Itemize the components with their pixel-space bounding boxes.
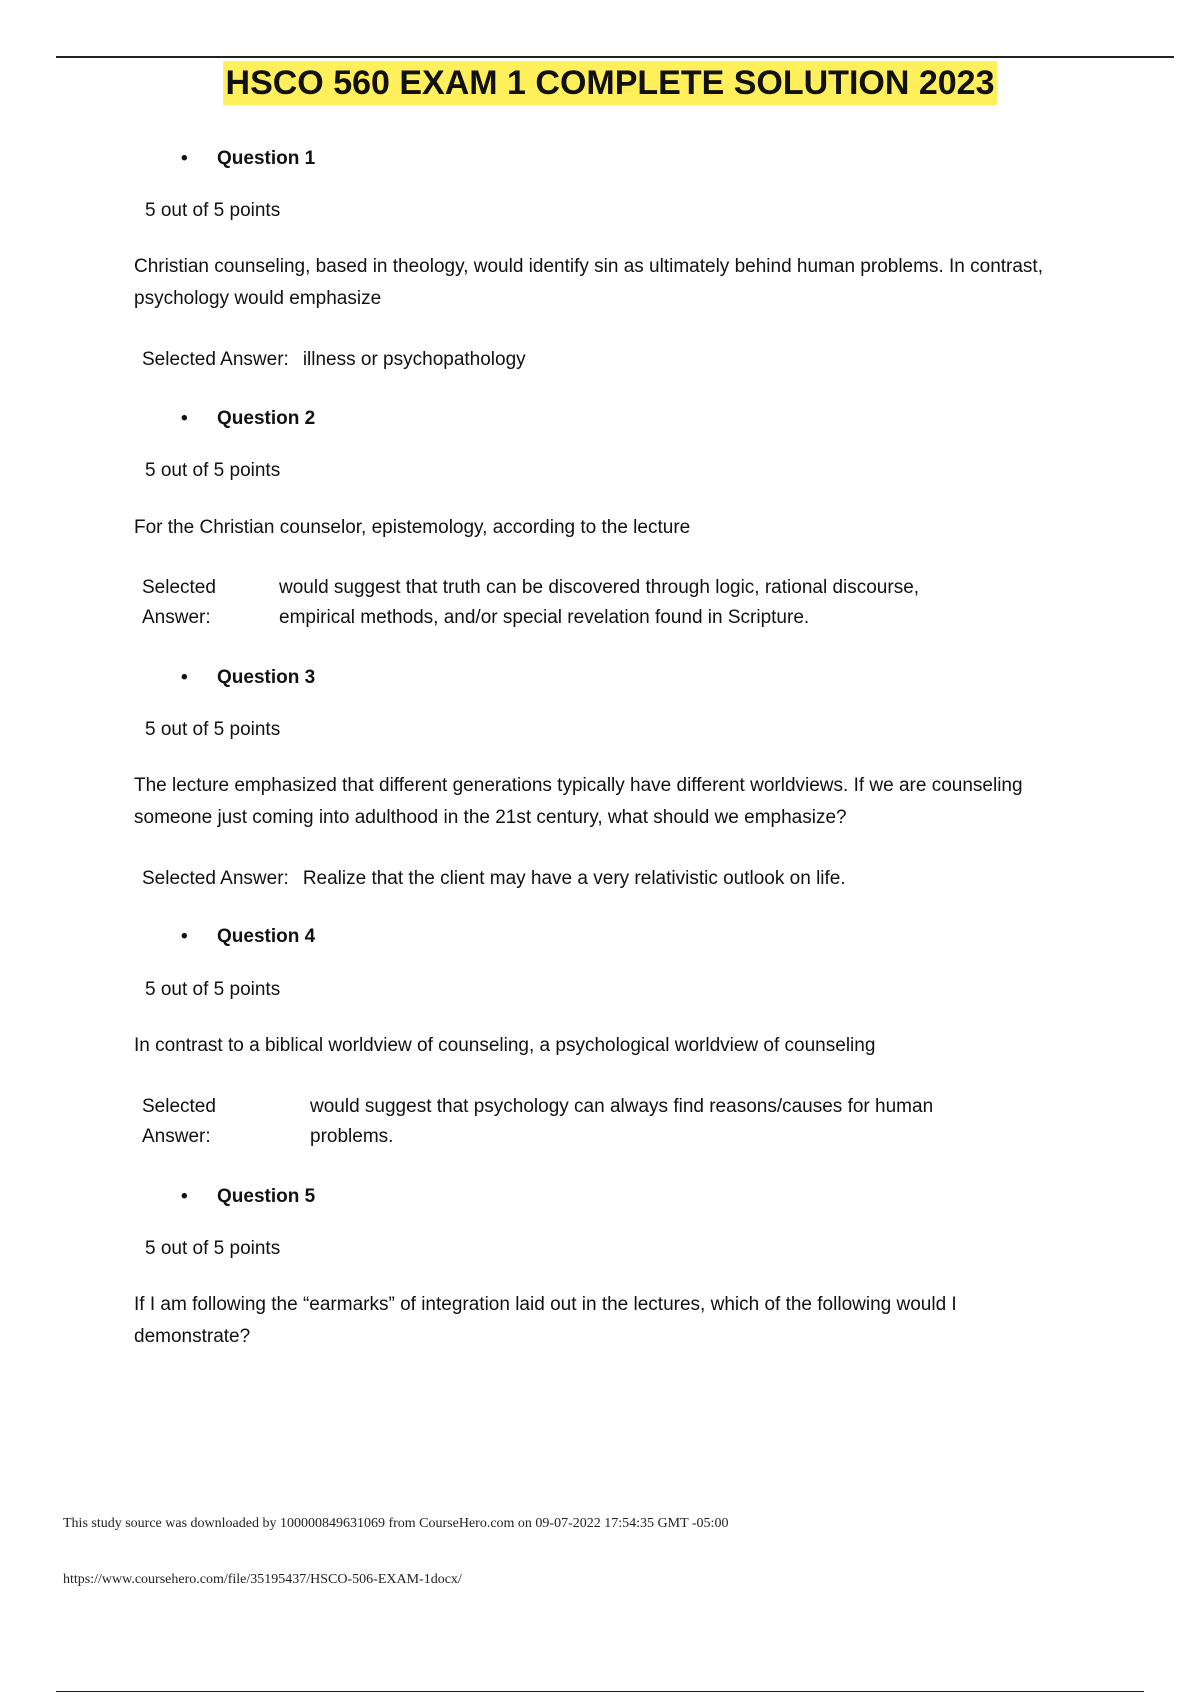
question-points: 5 out of 5 points xyxy=(145,460,281,481)
source-url[interactable]: https://www.coursehero.com/file/35195437/HSCO-506-EXAM-1docx/ xyxy=(63,1572,462,1587)
bullet-icon: • xyxy=(181,1186,188,1207)
bullet-icon: • xyxy=(181,148,188,169)
selected-answer-label-line: Selected xyxy=(142,577,216,598)
selected-answer-row xyxy=(142,864,846,894)
selected-answer-label-line: Selected xyxy=(142,1096,216,1117)
selected-answer-value: would suggest that truth can be discovered through logic, rational discourse, empirical methods, and/or special revelation found in Scripture. xyxy=(279,577,920,628)
question-text: Christian counseling, based in theology, would identify sin as ultimately behind human problems. In contrast, psychology would emphasize xyxy=(134,256,1043,309)
question-text: If I am following the “earmarks” of integration laid out in the lectures, which of the following would I demonstrate? xyxy=(134,1294,957,1347)
download-notice: This study source was downloaded by 100000849631069 from CourseHero.com on 09-07-2022 17:54:35 GMT -05:00 xyxy=(63,1516,729,1531)
selected-answer-row xyxy=(142,1092,1042,1154)
top-rule xyxy=(56,56,1174,58)
question-points: 5 out of 5 points xyxy=(145,719,281,740)
bullet-icon: • xyxy=(181,926,188,947)
bottom-rule xyxy=(56,1691,1144,1692)
question-points: 5 out of 5 points xyxy=(145,979,281,1000)
bullet-icon: • xyxy=(181,667,188,688)
document-title: HSCO 560 EXAM 1 COMPLETE SOLUTION 2023 xyxy=(223,61,998,105)
selected-answer-label xyxy=(142,573,252,633)
question-text: The lecture emphasized that different generations typically have different worldviews. If we are counseling someone just coming into adulthood in the 21st century, what should we emphasize? xyxy=(134,775,1023,828)
question-label: Question 4 xyxy=(217,926,316,947)
selected-answer-row xyxy=(142,345,526,375)
selected-answer-value: would suggest that psychology can always find reasons/causes for human problems. xyxy=(310,1096,934,1147)
selected-answer-label-line: Answer: xyxy=(142,607,211,628)
selected-answer-value: illness or psychopathology xyxy=(302,349,526,370)
question-text: For the Christian counselor, epistemology, according to the lecture xyxy=(134,517,691,538)
question-label: Question 1 xyxy=(217,148,316,169)
selected-answer-label xyxy=(142,1092,252,1152)
title-wrapper xyxy=(0,61,1200,105)
question-label: Question 3 xyxy=(217,667,316,688)
question-text: In contrast to a biblical worldview of counseling, a psychological worldview of counseling xyxy=(134,1035,876,1056)
question-points: 5 out of 5 points xyxy=(145,200,281,221)
question-points: 5 out of 5 points xyxy=(145,1238,281,1259)
selected-answer-value: Realize that the client may have a very relativistic outlook on life. xyxy=(302,868,846,889)
selected-answer-label-line: Answer: xyxy=(142,1126,211,1147)
selected-answer-label: Selected Answer: xyxy=(142,349,289,370)
selected-answer-label: Selected Answer: xyxy=(142,868,289,889)
selected-answer-row xyxy=(142,573,1042,635)
question-label: Question 5 xyxy=(217,1186,316,1207)
question-label: Question 2 xyxy=(217,408,316,429)
bullet-icon: • xyxy=(181,408,188,429)
